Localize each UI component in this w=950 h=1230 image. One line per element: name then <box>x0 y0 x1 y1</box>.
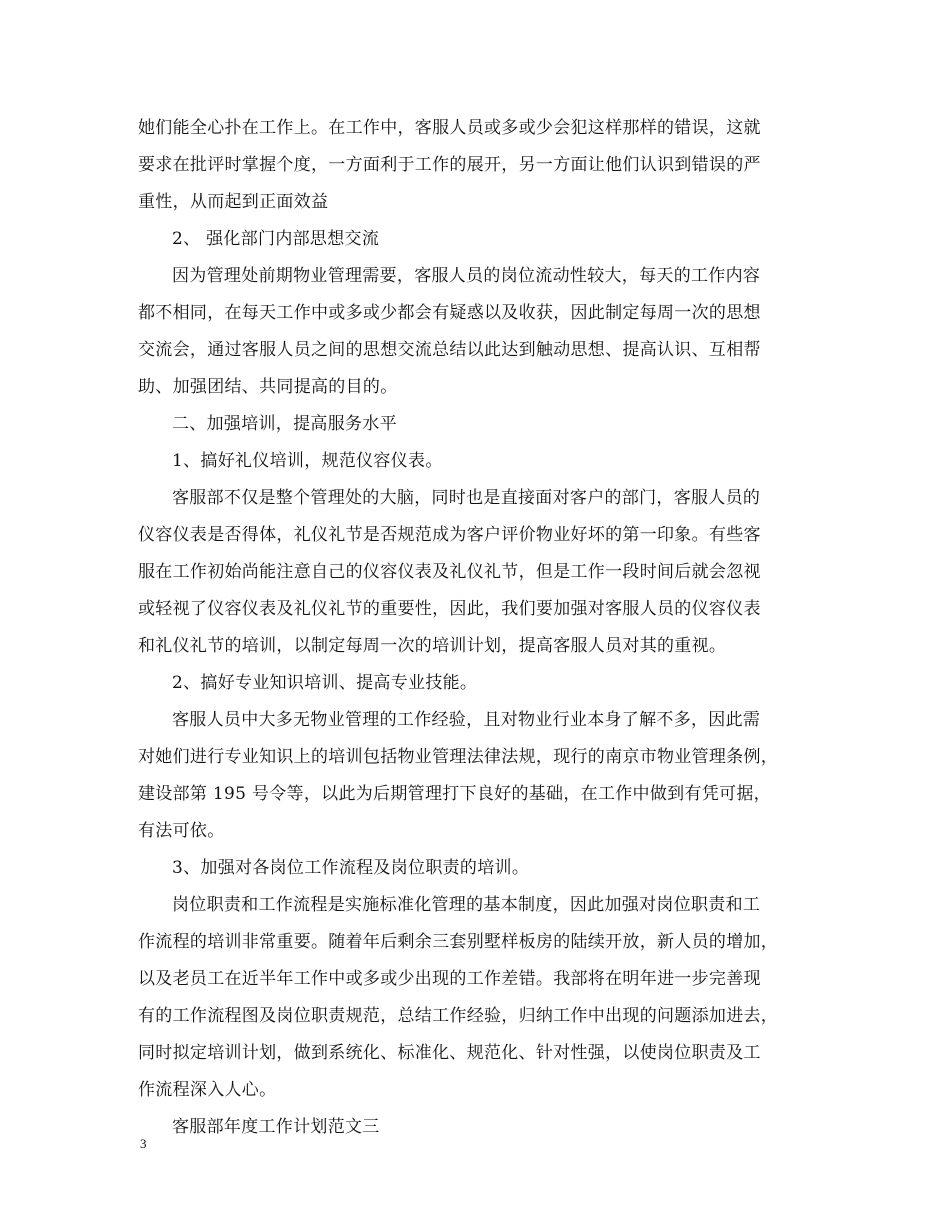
body-text-line: 她们能全心扑在工作上。在工作中，客服人员或多或少会犯这样那样的错误，这就 <box>138 118 761 138</box>
section-heading: 二、加强培训，提高服务水平 <box>172 414 397 434</box>
body-text-line: 作流程深入人心。 <box>138 1080 277 1100</box>
body-text-line: 和礼仪礼节的培训，以制定每周一次的培训计划，提高客服人员对其的重视。 <box>138 636 727 656</box>
section-heading: 2、 强化部门内部思想交流 <box>172 229 380 249</box>
body-text-line: 助、加强团结、共同提高的目的。 <box>138 377 398 397</box>
body-text-line: 有法可依。 <box>138 821 225 841</box>
body-text-line: 交流会，通过客服人员之间的思想交流总结以此达到触动思想、提高认识、互相帮 <box>138 340 761 360</box>
body-text-line: 建设部第 195 号令等，以此为后期管理打下良好的基础，在工作中做到有凭可据， <box>138 784 771 804</box>
body-text-line: 要求在批评时掌握个度，一方面利于工作的展开，另一方面让他们认识到错误的严 <box>138 155 761 175</box>
body-text-line: 有的工作流程图及岗位职责规范，总结工作经验，归纳工作中出现的问题添加进去， <box>138 1006 779 1026</box>
body-text-line: 以及老员工在近半年工作中或多或少出现的工作差错。我部将在明年进一步完善现 <box>138 969 761 989</box>
body-text-line: 都不相同，在每天工作中或多或少都会有疑惑以及收获，因此制定每周一次的思想 <box>138 303 761 323</box>
body-text-line: 或轻视了仪容仪表及礼仪礼节的重要性，因此，我们要加强对客服人员的仪容仪表 <box>138 599 761 619</box>
page-number: 3 <box>140 1136 147 1151</box>
body-text-line: 客服部不仅是整个管理处的大脑，同时也是直接面对客户的部门，客服人员的 <box>172 488 761 508</box>
section-heading: 客服部年度工作计划范文三 <box>172 1117 380 1137</box>
body-text-line: 重性，从而起到正面效益 <box>138 192 329 212</box>
body-text-line: 因为管理处前期物业管理需要，客服人员的岗位流动性较大，每天的工作内容 <box>172 266 761 286</box>
section-heading: 3、加强对各岗位工作流程及岗位职责的培训。 <box>172 858 530 878</box>
body-text-line: 作流程的培训非常重要。随着年后剩余三套别墅样板房的陆续开放，新人员的增加， <box>138 932 779 952</box>
section-heading: 2、搞好专业知识培训、提高专业技能。 <box>172 673 478 693</box>
body-text-line: 仪容仪表是否得体，礼仪礼节是否规范成为客户评价物业好坏的第一印象。有些客 <box>138 525 761 545</box>
body-text-line: 同时拟定培训计划，做到系统化、标准化、规范化、针对性强，以使岗位职责及工 <box>138 1043 761 1063</box>
section-heading: 1、搞好礼仪培训，规范仪容仪表。 <box>172 451 443 471</box>
body-text-line: 对她们进行专业知识上的培训包括物业管理法律法规，现行的南京市物业管理条例， <box>138 747 779 767</box>
body-text-line: 服在工作初始尚能注意自己的仪容仪表及礼仪礼节，但是工作一段时间后就会忽视 <box>138 562 761 582</box>
body-text-line: 客服人员中大多无物业管理的工作经验，且对物业行业本身了解不多，因此需 <box>172 710 761 730</box>
body-text-line: 岗位职责和工作流程是实施标准化管理的基本制度，因此加强对岗位职责和工 <box>172 895 761 915</box>
